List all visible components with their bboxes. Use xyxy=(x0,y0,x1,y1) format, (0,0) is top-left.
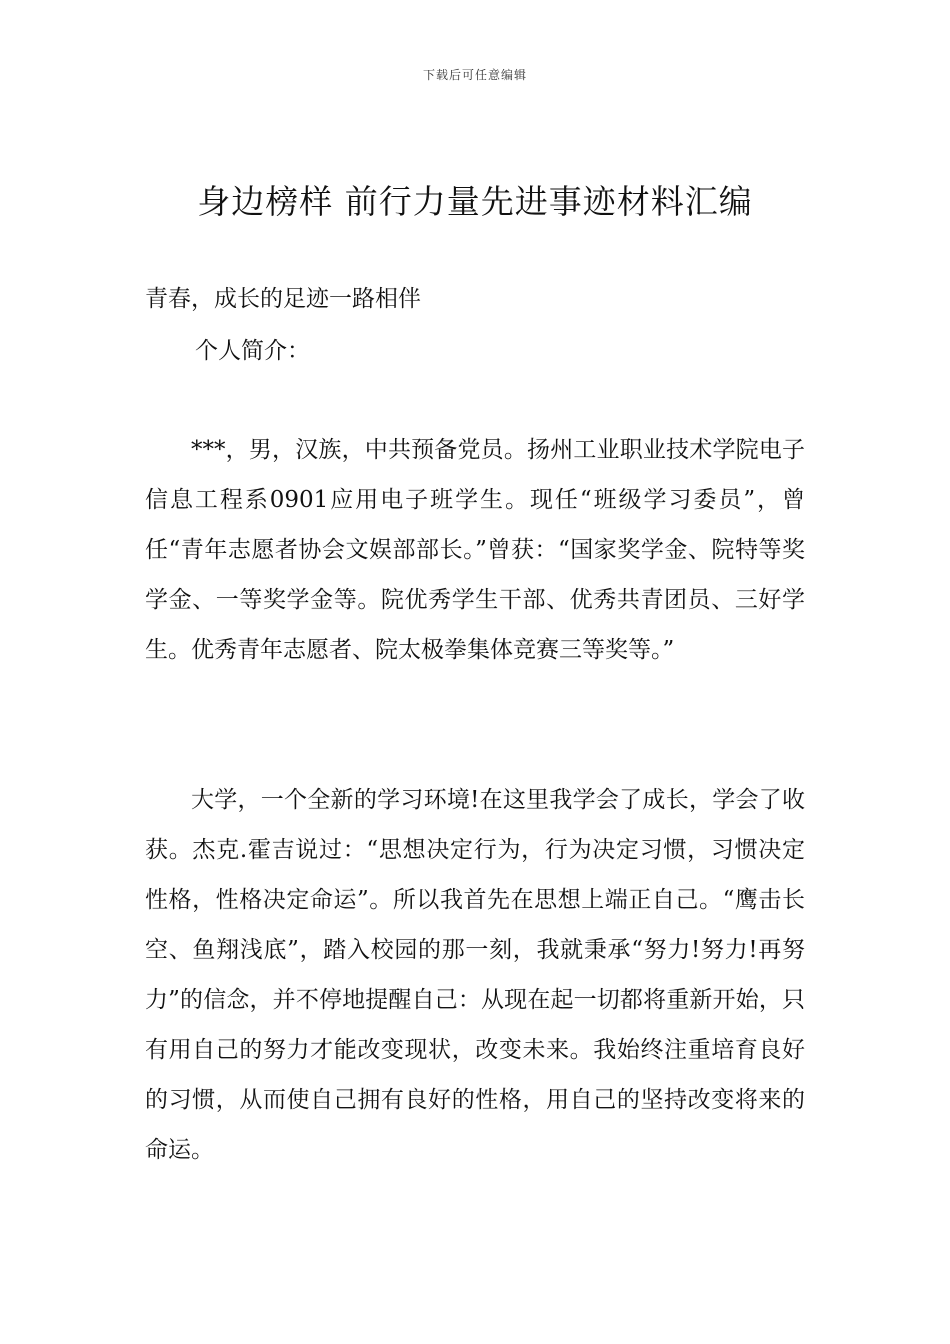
body-paragraph: 大学，一个全新的学习环境!在这里我学会了成长，学会了收获。杰克.霍吉说过：“思想决定行为，行为决定习惯，习惯决定性格，性格决定命运”。所以我首先在思想上端正自己。“鹰击长空、鱼翔浅底”，踏入校园的那一刻，我就秉承“努力!努力!再努力”的信念，并不停地提醒自己：从现在起一切都将重新开始，只有用自己的努力才能改变现状，改变未来。我始终注重培育良好的习惯，从而使自己拥有良好的性格，用自己的坚持改变将来的命运。 xyxy=(145,787,805,1163)
header-note: 下载后可任意编辑 xyxy=(422,68,527,82)
document-title: 身边榜样 前行力量先进事迹材料汇编 xyxy=(197,182,753,221)
section-title: 青春，成长的足迹一路相伴 xyxy=(145,286,421,312)
bio-paragraph: ***，男，汉族，中共预备党员。扬州工业职业技术学院电子信息工程系0901应用电子班学生。现任“班级学习委员”，曾任“青年志愿者协会文娱部部长。”曾获：“国家奖学金、院特等奖学金、一等奖学金等。院优秀学生干部、优秀共青团员、三好学生。优秀青年志愿者、院太极拳集体竞赛三等奖等。” xyxy=(145,437,805,663)
bio-label: 个人简介： xyxy=(195,338,310,364)
